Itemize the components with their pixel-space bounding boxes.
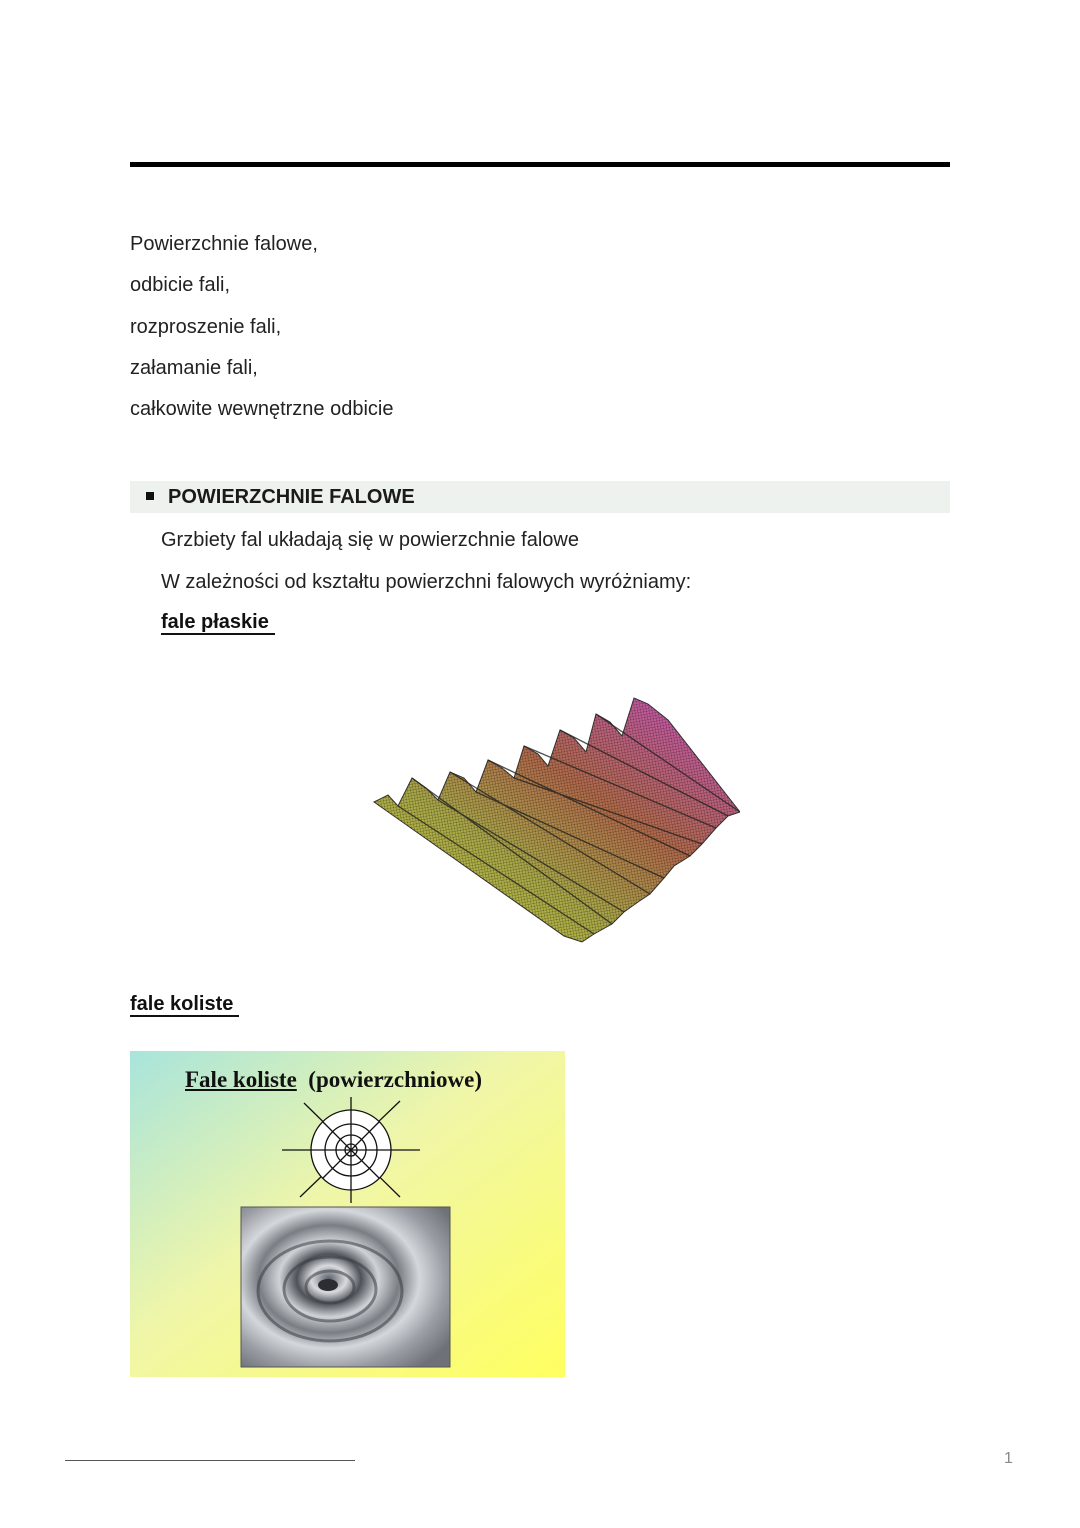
intro-line: załamanie fali, bbox=[130, 356, 258, 379]
intro-line: odbicie fali, bbox=[130, 274, 231, 297]
section-paragraph: Grzbiety fal układają się w powierzchnie falowe bbox=[161, 529, 579, 551]
figure-title-underlined: Fale koliste bbox=[185, 1067, 297, 1092]
water-ripple-photo bbox=[241, 1207, 450, 1367]
circular-waves-background bbox=[130, 1051, 565, 1377]
bullet-icon bbox=[146, 492, 154, 500]
figure-title bbox=[185, 1067, 482, 1093]
section-title: POWIERZCHNIE FALOWE bbox=[168, 486, 415, 508]
top-rule bbox=[130, 162, 950, 167]
intro-line: Powierzchnie falowe, bbox=[130, 233, 318, 255]
circular-waves-figure bbox=[130, 1051, 565, 1377]
plane-wave-image bbox=[368, 680, 740, 950]
footer-rule bbox=[65, 1460, 355, 1461]
figure-title-rest: (powierzchniowe) bbox=[308, 1067, 483, 1092]
intro-line: rozproszenie fali, bbox=[130, 315, 282, 338]
intro-line: całkowite wewnętrzne odbicie bbox=[130, 398, 394, 421]
label-fale-koliste: fale koliste bbox=[130, 993, 239, 1017]
section-heading-bar bbox=[130, 481, 950, 513]
page-number: 1 bbox=[1004, 1450, 1013, 1467]
section-paragraph: W zależności od kształtu powierzchni falowych wyróżniamy: bbox=[161, 571, 692, 593]
label-fale-plaskie: fale płaskie bbox=[161, 611, 275, 635]
intro-list bbox=[130, 234, 393, 440]
